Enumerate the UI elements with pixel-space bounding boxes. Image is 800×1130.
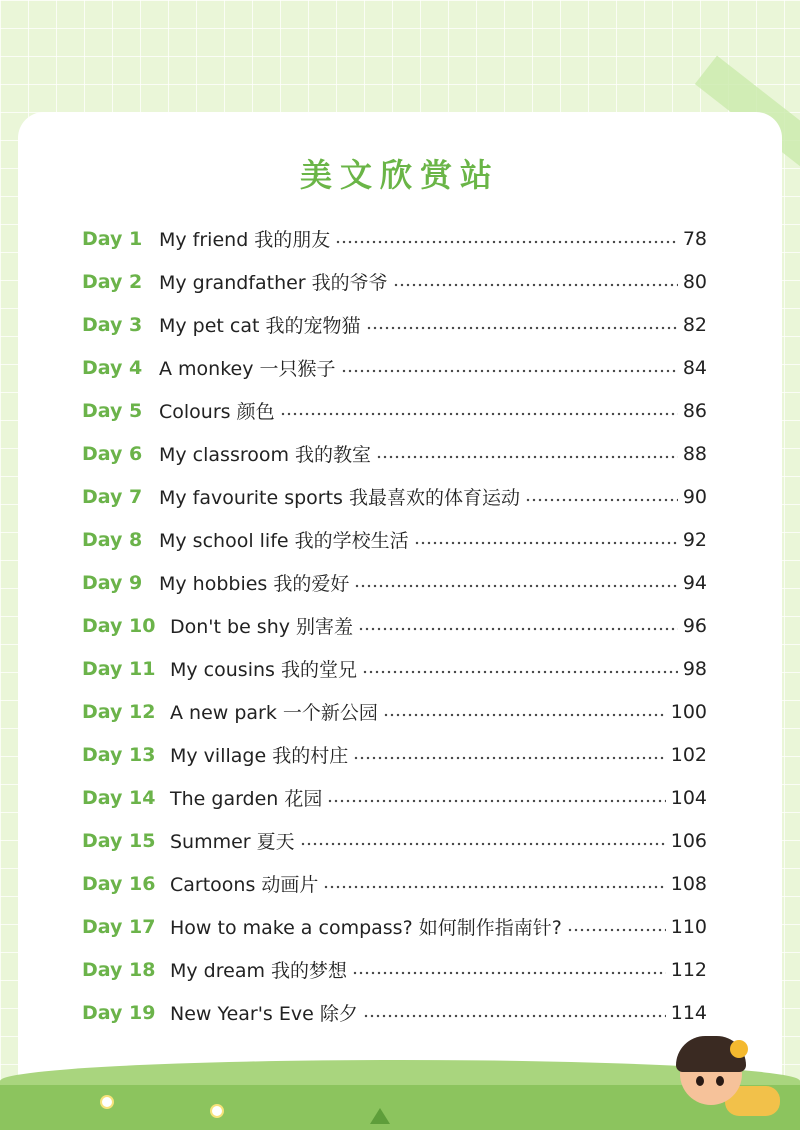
toc-page-number: 106 xyxy=(670,829,707,852)
toc-page-number: 112 xyxy=(670,958,707,981)
dot-leader xyxy=(567,927,666,933)
toc-day-label: Day 1 xyxy=(82,227,143,250)
toc-day-label: Day 4 xyxy=(82,356,143,379)
toc-entry[interactable] xyxy=(82,905,707,948)
toc-entry-title: Summer 夏天 xyxy=(170,831,295,853)
hair-bow-icon xyxy=(730,1040,748,1058)
toc-page-number: 80 xyxy=(682,270,707,293)
toc-entry[interactable] xyxy=(82,518,707,561)
toc-entry[interactable] xyxy=(82,561,707,604)
toc-entry-title: The garden 花园 xyxy=(170,788,323,810)
grass-tuft-icon xyxy=(370,1108,390,1124)
toc-day-label: Day 9 xyxy=(82,571,143,594)
toc-day-label: Day 3 xyxy=(82,313,143,336)
toc-day-label: Day 11 xyxy=(82,657,156,680)
toc-day-label: Day 19 xyxy=(82,1001,156,1024)
toc-day-label: Day 14 xyxy=(82,786,156,809)
dot-leader xyxy=(414,540,678,546)
toc-entry[interactable] xyxy=(82,819,707,862)
toc-entry-title: Colours 颜色 xyxy=(159,401,275,423)
toc-entry-title: Don't be shy 别害羞 xyxy=(170,616,354,638)
toc-entry[interactable] xyxy=(82,475,707,518)
dot-leader xyxy=(362,669,678,675)
toc-entry-title: My school life 我的学校生活 xyxy=(159,530,409,552)
toc-day-label: Day 7 xyxy=(82,485,143,508)
toc-entry-title: My friend 我的朋友 xyxy=(159,229,331,251)
toc-page-number: 88 xyxy=(682,442,707,465)
toc-page-number: 94 xyxy=(682,571,707,594)
toc-entry[interactable] xyxy=(82,776,707,819)
toc-entry-title: My village 我的村庄 xyxy=(170,745,349,767)
toc-page-number: 104 xyxy=(670,786,707,809)
toc-page-number: 90 xyxy=(682,485,707,508)
toc-entry-title: My favourite sports 我最喜欢的体育运动 xyxy=(159,487,520,509)
dot-leader xyxy=(280,411,678,417)
toc-entry-title: How to make a compass? 如何制作指南针? xyxy=(170,917,562,939)
dot-leader xyxy=(300,841,666,847)
toc-page-number: 78 xyxy=(682,227,707,250)
toc-day-label: Day 12 xyxy=(82,700,156,723)
dot-leader xyxy=(327,798,665,804)
toc-entry[interactable] xyxy=(82,690,707,733)
toc-page-number: 92 xyxy=(682,528,707,551)
toc-entry[interactable] xyxy=(82,260,707,303)
toc-entry[interactable] xyxy=(82,948,707,991)
toc-day-label: Day 8 xyxy=(82,528,143,551)
toc-page-number: 114 xyxy=(670,1001,707,1024)
toc-entry[interactable] xyxy=(82,991,707,1034)
toc-day-label: Day 17 xyxy=(82,915,156,938)
toc-page-number: 102 xyxy=(670,743,707,766)
toc-day-label: Day 2 xyxy=(82,270,143,293)
toc-entry[interactable] xyxy=(82,432,707,475)
toc-entry-title: My grandfather 我的爷爷 xyxy=(159,272,388,294)
toc-entry-title: Cartoons 动画片 xyxy=(170,874,319,896)
toc-page-number: 84 xyxy=(682,356,707,379)
dot-leader xyxy=(353,755,666,761)
toc-entry[interactable] xyxy=(82,389,707,432)
child-eye xyxy=(696,1076,704,1086)
toc-entry-title: A monkey 一只猴子 xyxy=(159,358,336,380)
toc-page-number: 100 xyxy=(670,700,707,723)
flower-icon xyxy=(210,1104,224,1118)
toc-entry[interactable] xyxy=(82,647,707,690)
dot-leader xyxy=(363,1013,666,1019)
toc-entry-title: My pet cat 我的宠物猫 xyxy=(159,315,361,337)
child-eye xyxy=(716,1076,724,1086)
dot-leader xyxy=(366,325,678,331)
dot-leader xyxy=(358,626,678,632)
dot-leader xyxy=(393,282,678,288)
toc-day-label: Day 16 xyxy=(82,872,156,895)
page-title: 美文欣赏站 xyxy=(299,156,500,194)
toc-entry[interactable] xyxy=(82,733,707,776)
toc-page-number: 110 xyxy=(670,915,707,938)
dot-leader xyxy=(323,884,665,890)
toc-page-number: 98 xyxy=(682,657,707,680)
dot-leader xyxy=(383,712,666,718)
dot-leader xyxy=(341,368,678,374)
toc-day-label: Day 6 xyxy=(82,442,143,465)
toc-day-label: Day 18 xyxy=(82,958,156,981)
dot-leader xyxy=(354,583,677,589)
cartoon-child-illustration xyxy=(670,1028,780,1123)
toc-entry[interactable] xyxy=(82,862,707,905)
toc-entry-title: My dream 我的梦想 xyxy=(170,960,348,982)
toc-entry-title: New Year's Eve 除夕 xyxy=(170,1003,358,1025)
toc-page-number: 108 xyxy=(670,872,707,895)
toc-day-label: Day 15 xyxy=(82,829,156,852)
toc-entry-title: My hobbies 我的爱好 xyxy=(159,573,350,595)
toc-page-number: 86 xyxy=(682,399,707,422)
toc-day-label: Day 5 xyxy=(82,399,143,422)
dot-leader xyxy=(376,454,678,460)
toc-entry[interactable] xyxy=(82,303,707,346)
dot-leader xyxy=(335,239,678,245)
toc-page-number: 96 xyxy=(682,614,707,637)
dot-leader xyxy=(352,970,666,976)
toc-day-label: Day 13 xyxy=(82,743,156,766)
toc-entry[interactable] xyxy=(82,604,707,647)
toc-entry-title: A new park 一个新公园 xyxy=(170,702,378,724)
toc-entry-title: My cousins 我的堂兄 xyxy=(170,659,357,681)
toc-page-number: 82 xyxy=(682,313,707,336)
toc-entry[interactable] xyxy=(82,217,707,260)
toc-entry-title: My classroom 我的教室 xyxy=(159,444,372,466)
dot-leader xyxy=(525,497,678,503)
toc-entry[interactable] xyxy=(82,346,707,389)
toc-day-label: Day 10 xyxy=(82,614,156,637)
flower-icon xyxy=(100,1095,114,1109)
